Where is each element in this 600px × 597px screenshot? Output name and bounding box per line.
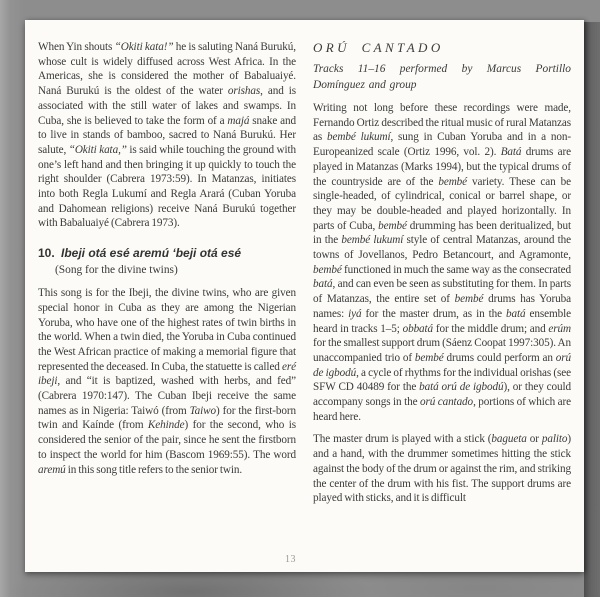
paragraph-nana-buruku: When Yin shouts “Okiti kata!” he is saluting Naná Burukú, whose cult is widely diffused across West Africa. In the Americas, she is considered the mother of Babaluaiyé. Naná Burukú is the oldest of the water orishas, and is associated with the still water of lakes and swamps. In Cuba, she is believed to take the form of a majá snake and to live in stands of bamboo, sacred to Naná Burukú. Her salute, “Okiti kata,” is said while touching the ground with one’s left hand and then bringing it up quickly to touch the right shoulder (Cabrera 1973:59). In Matanzas, initiates into both Regla Lukumí and Regla Arará (Cuban Yoruba and Dahomean religions) receive Naná Burukú together with Babaluaiyé (Cabrera 1973).	[38, 41, 296, 230]
track-10-heading	[38, 246, 296, 261]
track-number: 10.	[38, 246, 55, 261]
page-number: 13	[285, 554, 296, 565]
paragraph-master-drum: The master drum is played with a stick (bagueta or palito) and a hand, with the drummer sometimes hitting the stick against the body of the drum or against the rim, and striking the center of the drum with his fist. The support drums are played with sticks, and it is difficult	[313, 433, 571, 505]
text-columns	[38, 40, 571, 506]
track-title: Ibeji otá esé aremú ‘beji otá esé	[61, 246, 242, 261]
right-column	[313, 40, 571, 506]
paragraph-bembe-drums: Writing not long before these recordings were made, Fernando Ortiz described the ritual music of rural Matanzas as bembé lukumí, sung in Cuban Yoruba and in a non-Europeanized scale (Ortiz 1996, vol. 2). Batá drums are played in Matanzas (Marks 1994), but the typical drums of the countryside are of the bembé variety. These can be single-headed, of cylindrical, conical or barrel shape, or they may be double-headed and played horizontally. In parts of Cuba, bembé drumming has been deritualized, but in the bembé lukumí style of central Matanzas, around the towns of Jovellanos, Pedro Betancourt, and Agramonte, bembé functioned in much the same way as the consecrated batá, and can even be seen as substituting for them. In parts of Matanzas, the entire set of bembé drums has Yoruba names: iyá for the master drum, as in the batá ensemble heard in tracks 1–5; obbatá for the middle drum; and erúm for the smallest support drum (Sáenz Coopat 1997:305). An unaccompanied trio of bembé drums could perform an orú de igbodú, a cycle of rhythms for the individual orishas (see SFW CD 40489 for the batá orú de igbodú), or they could accompany songs in the orú cantado, portions of which are heard here.	[313, 102, 571, 423]
performer-credit: Tracks 11–16 performed by Marcus Portillo Domínguez and group	[313, 63, 571, 91]
left-column	[38, 40, 296, 506]
paragraph-ibeji: This song is for the Ibeji, the divine twins, who are given special honor in Cuba as they are among the Nigerian Yoruba, who have one of the highest rates of twin births in the world. When a twin died, the Yoruba in Cuba continued the West African practice of making a memorial figure that represented the deceased. In Cuba, the statuette is called eré ibeji, and “it is baptized, washed with herbs, and fed” (Cabrera 1970:147). The Cuban Ibeji receive the same names as in Nigeria: Taiwó (from Taiwo) for the first-born twin and Kaínde (from Kehinde) for the second, who is considered the senior of the pair, since he sent the firstborn to inspect the world for him (Bascom 1969:55). The word aremú in this song title refers to the senior twin.	[38, 287, 296, 476]
booklet-page	[25, 20, 584, 572]
track-subtitle: (Song for the divine twins)	[55, 264, 178, 277]
booklet-edge-shadow	[584, 22, 600, 597]
section-heading-oru-cantado: ORÚ CANTADO	[313, 40, 444, 55]
